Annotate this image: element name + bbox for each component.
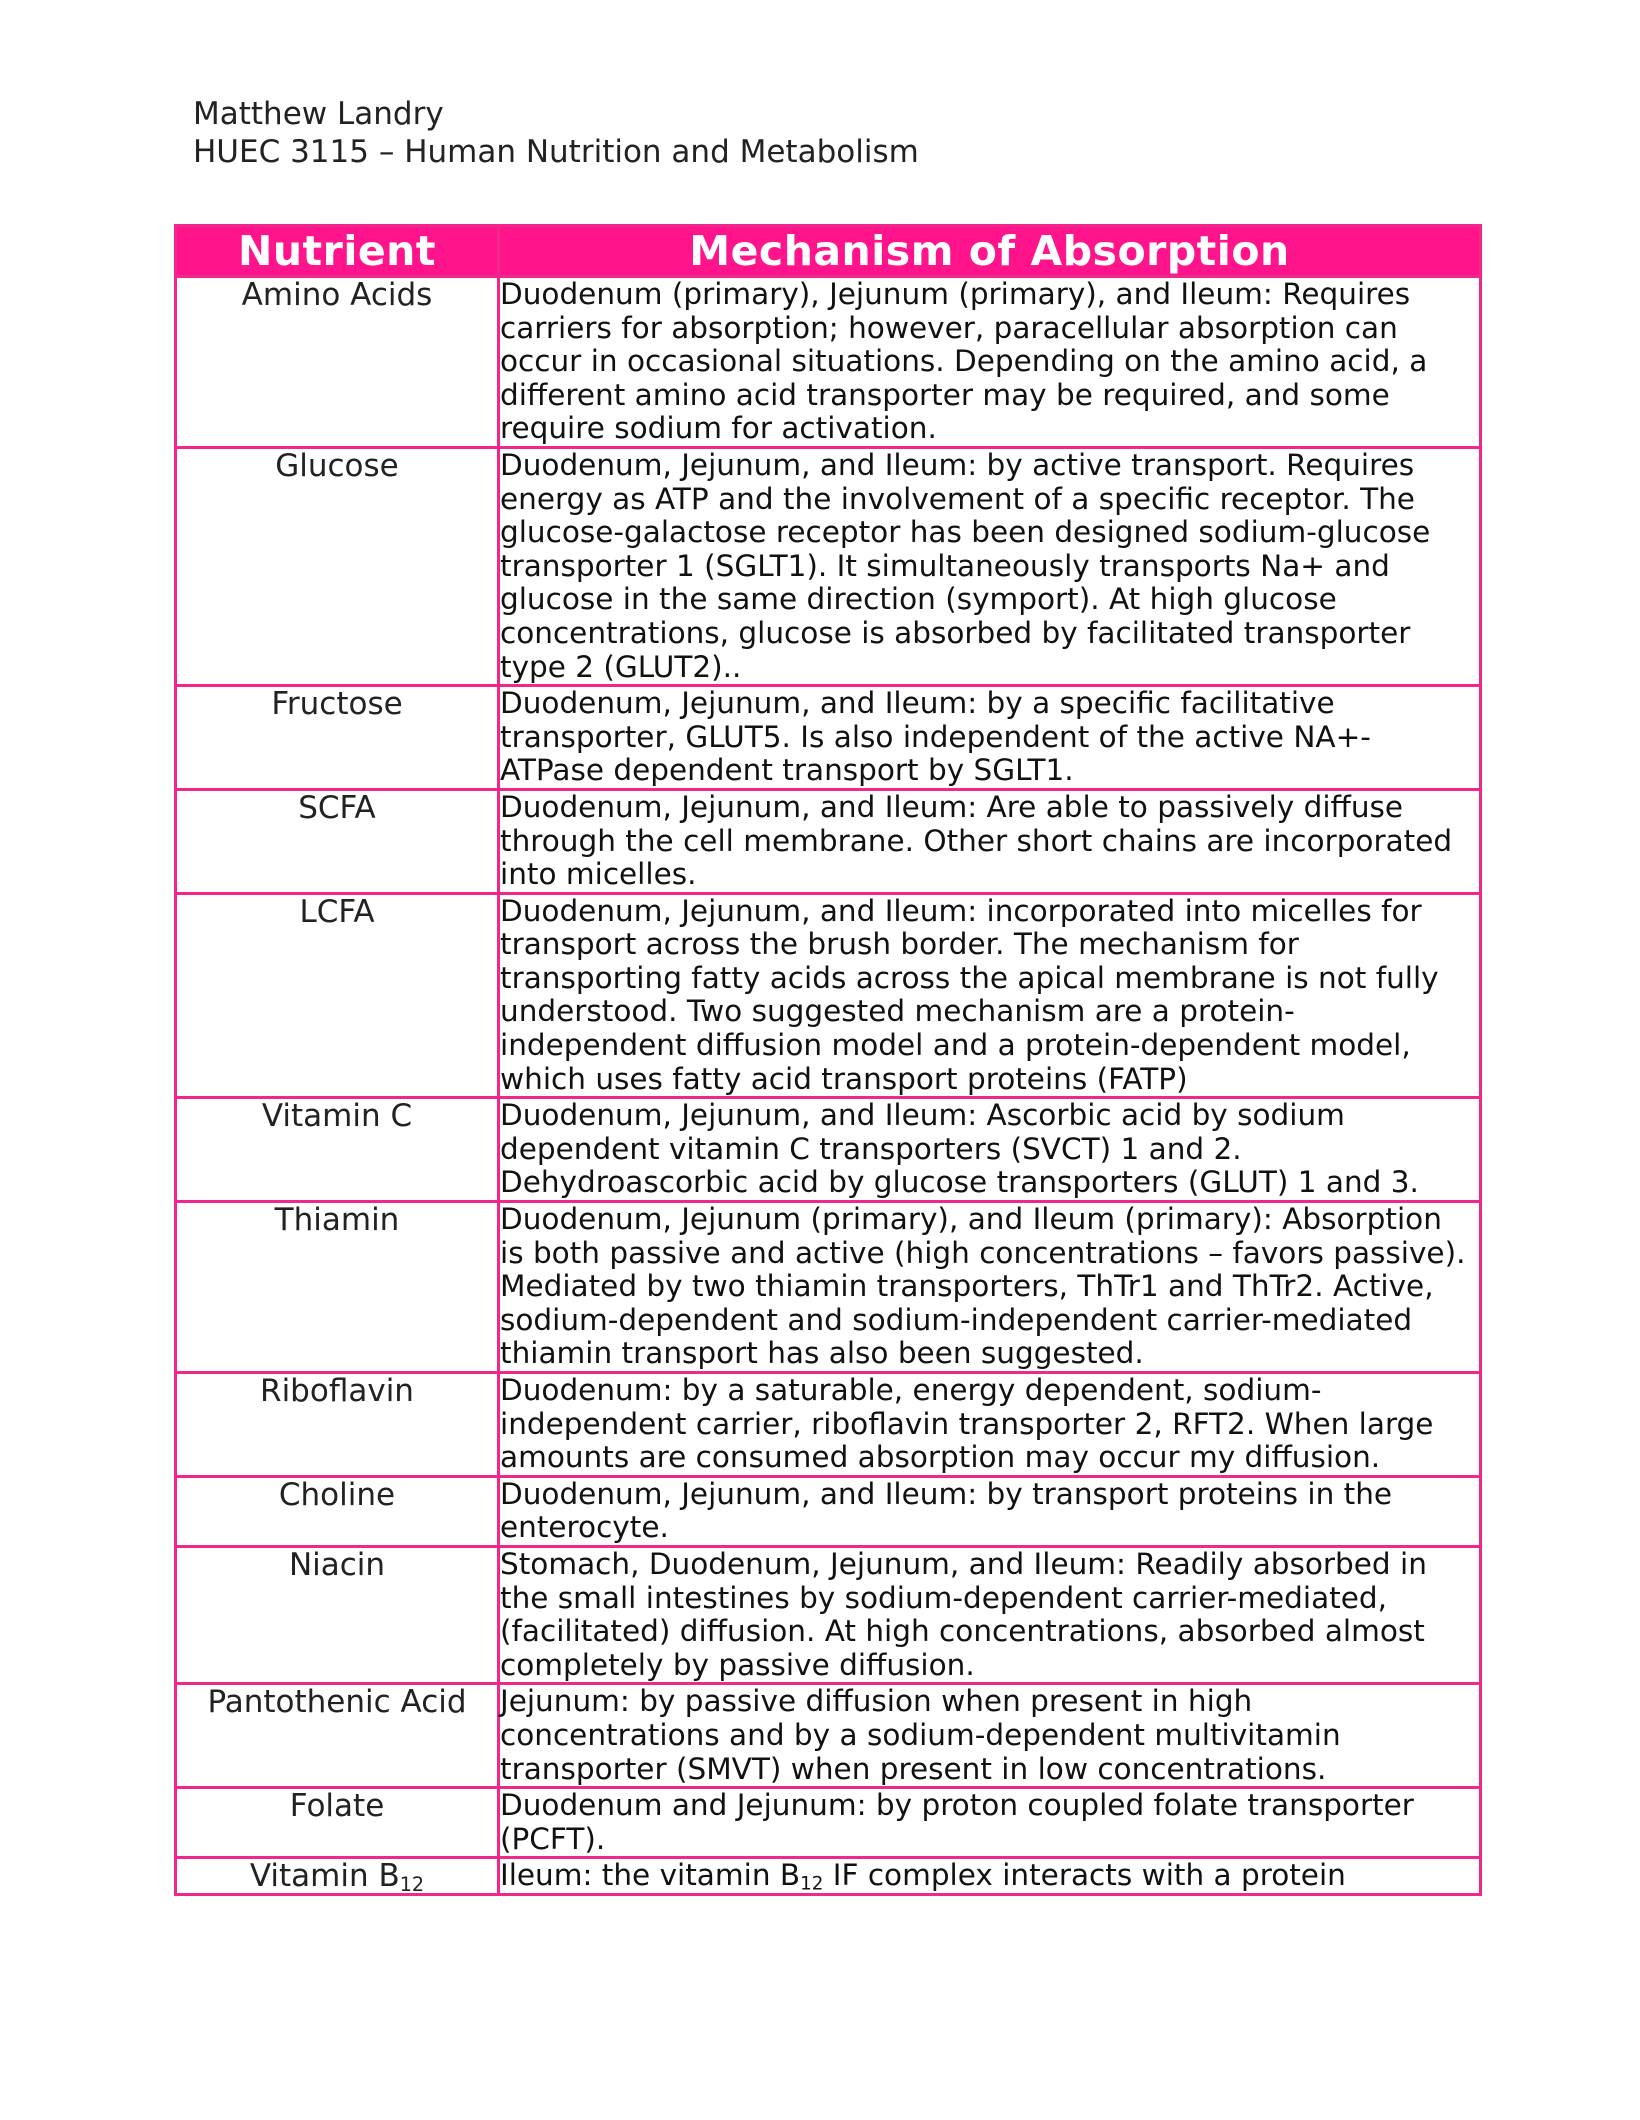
mechanism-line: thiamin transport has also been suggested. [500, 1336, 1144, 1371]
mechanism-line: Duodenum (primary), Jejunum (primary), and Ileum: Requires [500, 277, 1411, 311]
mechanism-line: Duodenum and Jejunum: by proton coupled folate transporter [500, 1788, 1414, 1823]
mechanism-line: transport across the brush border. The mechanism for [500, 927, 1299, 962]
mechanism-line: Duodenum, Jejunum (primary), and Ileum (primary): Absorption [500, 1202, 1442, 1237]
mechanism-line: amounts are consumed absorption may occur my diffusion. [500, 1440, 1381, 1475]
mechanism-line: Jejunum: by passive diffusion when present in high [500, 1684, 1253, 1719]
mechanism-text [499, 1858, 1481, 1895]
mechanism-line: enterocyte. [500, 1510, 669, 1545]
table-row [176, 893, 1481, 1098]
nutrient-name: Niacin [176, 1546, 499, 1683]
table-header-row [176, 226, 1481, 277]
mechanism-line: through the cell membrane. Other short chains are incorporated [500, 823, 1453, 858]
nutrient-name: Vitamin C [176, 1098, 499, 1202]
mechanism-line: concentrations and by a sodium-dependent multivitamin [500, 1717, 1341, 1752]
table-row [176, 789, 1481, 893]
mechanism-text [499, 893, 1481, 1098]
mechanism-text [499, 1788, 1481, 1858]
mechanism-line: independent diffusion model and a protein-dependent model, [500, 1028, 1411, 1063]
mechanism-line: carriers for absorption; however, paracellular absorption can [500, 310, 1398, 345]
nutrient-name: Riboflavin [176, 1373, 499, 1477]
mechanism-text [499, 1476, 1481, 1546]
nutrient-name: Folate [176, 1788, 499, 1858]
mechanism-line: dependent vitamin C transporters (SVCT) 1 and 2. [500, 1131, 1242, 1166]
table-row [176, 1684, 1481, 1788]
mechanism-text [499, 1684, 1481, 1788]
mechanism-line: concentrations, glucose is absorbed by facilitated transporter [500, 615, 1411, 650]
nutrient-name: Choline [176, 1476, 499, 1546]
table-row [176, 277, 1481, 448]
mechanism-line: the small intestines by sodium-dependent carrier-mediated, [500, 1580, 1387, 1615]
mechanism-line: Stomach, Duodenum, Jejunum, and Ileum: Readily absorbed in [500, 1546, 1427, 1581]
nutrient-name: Amino Acids [176, 277, 499, 448]
mechanism-line: transporter, GLUT5. Is also independent of the active NA+- [500, 719, 1371, 754]
mechanism-line: (facilitated) diffusion. At high concentrations, absorbed almost [500, 1614, 1425, 1649]
mechanism-line: ATPase dependent transport by SGLT1. [500, 753, 1074, 788]
mechanism-line: Duodenum, Jejunum, and Ileum: by transport proteins in the [500, 1476, 1393, 1511]
mechanism-line: Duodenum, Jejunum, and Ileum: incorporated into micelles for [500, 893, 1422, 928]
mechanism-text [499, 277, 1481, 448]
nutrient-name: Thiamin [176, 1202, 499, 1373]
nutrient-name-subscript: 12 [399, 1873, 425, 1897]
table-body [176, 277, 1481, 1895]
course-title: HUEC 3115 – Human Nutrition and Metabolism [193, 134, 919, 170]
mechanism-line: sodium-dependent and sodium-independent carrier-mediated [500, 1302, 1413, 1337]
mechanism-line: require sodium for activation. [500, 411, 937, 446]
table-row [176, 1373, 1481, 1477]
nutrient-name: Fructose [176, 686, 499, 790]
document-header [193, 95, 919, 171]
mechanism-line: Dehydroascorbic acid by glucose transporters (GLUT) 1 and 3. [500, 1165, 1419, 1200]
mechanism-text-subscript: 12 [800, 1873, 824, 1895]
table-row [176, 1476, 1481, 1546]
mechanism-text [499, 447, 1481, 685]
mechanism-line: glucose-galactose receptor has been designed sodium-glucose [500, 515, 1431, 550]
mechanism-line: Duodenum, Jejunum, and Ileum: by active transport. Requires [500, 447, 1415, 482]
mechanism-line: type 2 (GLUT2).. [500, 649, 742, 684]
mechanism-line: transporter (SMVT) when present in low concentrations. [500, 1751, 1327, 1786]
table-row-vitamin-b12 [176, 1858, 1481, 1895]
mechanism-text [499, 1098, 1481, 1202]
mechanism-line: independent carrier, riboflavin transporter 2, RFT2. When large [500, 1406, 1434, 1441]
mechanism-line: Duodenum, Jejunum, and Ileum: Ascorbic acid by sodium [500, 1098, 1345, 1133]
mechanism-line: transporter 1 (SGLT1). It simultaneously transports Na+ and [500, 548, 1390, 583]
mechanism-line: Duodenum, Jejunum, and Ileum: Are able to passively diffuse [500, 789, 1404, 824]
mechanism-line: into micelles. [500, 857, 697, 892]
mechanism-text [499, 1202, 1481, 1373]
mechanism-line: energy as ATP and the involvement of a specific receptor. The [500, 481, 1415, 516]
column-header-nutrient: Nutrient [176, 226, 499, 277]
mechanism-text [499, 686, 1481, 790]
table-row [176, 1098, 1481, 1202]
nutrient-name: Glucose [176, 447, 499, 685]
mechanism-line: which uses fatty acid transport proteins (FATP) [500, 1061, 1188, 1096]
mechanism-line: (PCFT). [500, 1821, 606, 1856]
nutrient-name: SCFA [176, 789, 499, 893]
mechanism-line: Duodenum, Jejunum, and Ileum: by a specific facilitative [500, 686, 1335, 721]
absorption-table [174, 224, 1482, 1896]
mechanism-line: is both passive and active (high concentrations – favors passive). [500, 1235, 1466, 1270]
table-row [176, 1788, 1481, 1858]
table-row [176, 1546, 1481, 1683]
mechanism-text [499, 789, 1481, 893]
column-header-mechanism: Mechanism of Absorption [499, 226, 1481, 277]
mechanism-text-post: IF complex interacts with a protein [823, 1858, 1346, 1893]
mechanism-text [499, 1373, 1481, 1477]
mechanism-text-pre: Ileum: the vitamin B [500, 1858, 801, 1893]
mechanism-line: transporting fatty acids across the apical membrane is not fully [500, 960, 1439, 995]
nutrient-name: Pantothenic Acid [176, 1684, 499, 1788]
mechanism-text [499, 1546, 1481, 1683]
nutrient-name: LCFA [176, 893, 499, 1098]
mechanism-line: understood. Two suggested mechanism are a protein- [500, 994, 1295, 1029]
mechanism-line: glucose in the same direction (symport). At high glucose [500, 582, 1337, 617]
mechanism-line: occur in occasional situations. Depending on the amino acid, a [500, 344, 1428, 379]
table-row [176, 1202, 1481, 1373]
mechanism-line: different amino acid transporter may be required, and some [500, 377, 1390, 412]
mechanism-line: Mediated by two thiamin transporters, ThTr1 and ThTr2. Active, [500, 1269, 1434, 1304]
author-name: Matthew Landry [193, 96, 444, 132]
nutrient-name-main: Vitamin B [249, 1858, 400, 1895]
mechanism-line: Duodenum: by a saturable, energy dependent, sodium- [500, 1373, 1322, 1407]
table-row [176, 686, 1481, 790]
table-row [176, 447, 1481, 685]
mechanism-line: completely by passive diffusion. [500, 1647, 975, 1682]
nutrient-name [176, 1858, 499, 1895]
